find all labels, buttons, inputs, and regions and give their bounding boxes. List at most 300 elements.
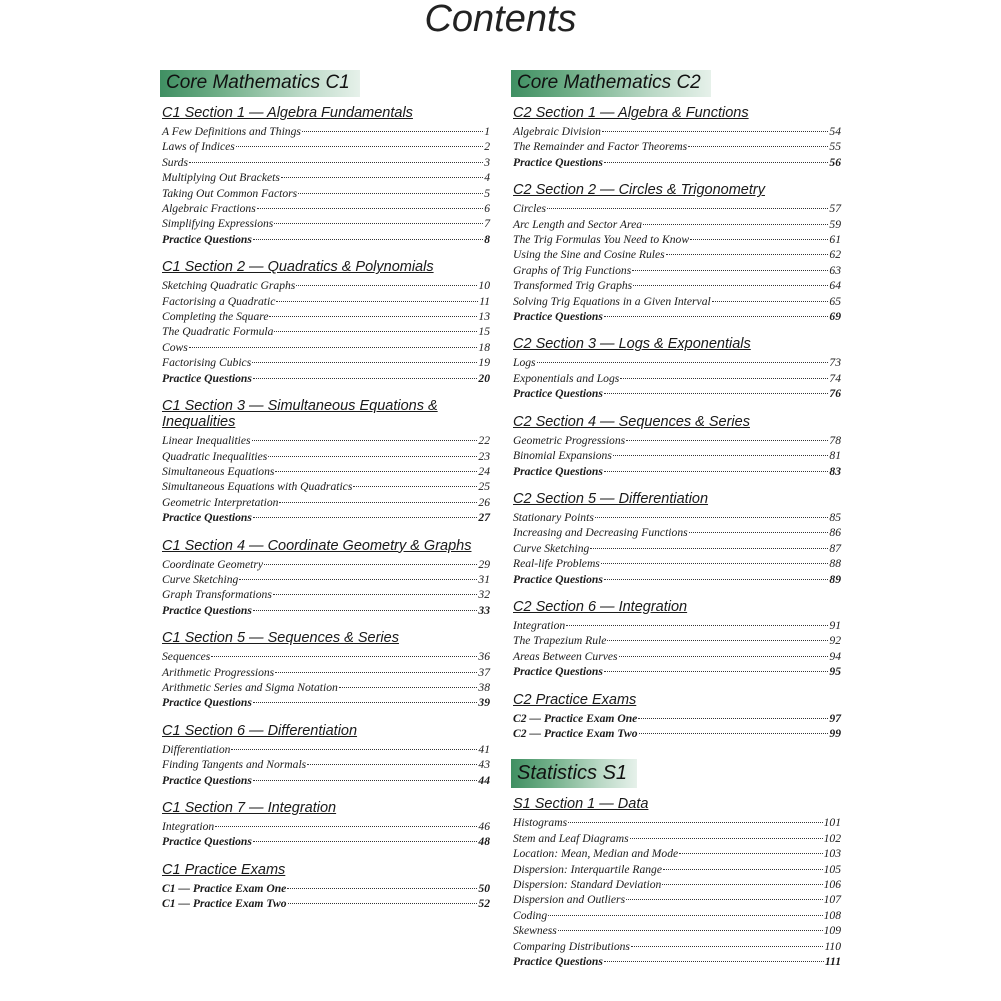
dot-leader (537, 362, 829, 363)
toc-entry[interactable] (513, 939, 841, 954)
toc-entry[interactable] (513, 649, 841, 664)
dot-leader (601, 563, 829, 564)
toc-entry-label: Geometric Interpretation (162, 495, 279, 509)
toc-entry[interactable] (162, 186, 490, 201)
dot-leader (662, 884, 822, 885)
dot-leader (275, 471, 477, 472)
contents-section (513, 414, 841, 479)
toc-entry-label: Laws of Indices (162, 140, 235, 154)
dot-leader (626, 899, 823, 900)
dot-leader (211, 656, 477, 657)
toc-entry[interactable] (162, 896, 490, 911)
toc-entry[interactable] (513, 726, 841, 741)
dot-leader (215, 826, 477, 827)
toc-entry-page: 50 (478, 881, 490, 895)
toc-entry-label: Dispersion: Interquartile Range (513, 862, 662, 876)
toc-entry-label: Binomial Expansions (513, 449, 612, 463)
toc-entry-label: Practice Questions (162, 232, 252, 246)
toc-entry-page: 39 (478, 696, 490, 710)
dot-leader (632, 270, 828, 271)
toc-entry[interactable] (513, 877, 841, 892)
toc-entry[interactable] (162, 278, 490, 293)
toc-entry-page: 109 (823, 924, 841, 938)
dot-leader (607, 640, 828, 641)
toc-entry[interactable] (162, 742, 490, 757)
dot-leader (264, 564, 477, 565)
toc-entry[interactable] (162, 819, 490, 834)
toc-entry-page: 106 (823, 878, 841, 891)
toc-entry-page: 94 (829, 649, 841, 663)
toc-entry-label: Linear Inequalities (162, 434, 251, 448)
toc-entry-label: Practice Questions (513, 955, 603, 969)
toc-entry[interactable] (513, 846, 841, 861)
toc-entry[interactable] (513, 892, 841, 907)
dot-leader (604, 471, 829, 472)
toc-entry[interactable] (513, 541, 841, 556)
toc-entry[interactable] (162, 695, 490, 710)
dot-leader (604, 961, 824, 962)
toc-entry[interactable] (513, 908, 841, 923)
toc-entry-page: 54 (829, 125, 841, 138)
toc-entry-label: Exponentials and Logs (513, 371, 620, 385)
section-title[interactable]: C2 Section 6 — Integration (513, 598, 688, 615)
toc-entry[interactable] (513, 309, 841, 324)
toc-entry[interactable] (513, 525, 841, 540)
section-title[interactable]: C2 Section 2 — Circles & Trigonometry (513, 182, 765, 199)
toc-entry-label: Completing the Square (162, 310, 269, 324)
toc-entry-page: 55 (829, 140, 841, 154)
dot-leader (663, 869, 823, 870)
toc-entry[interactable] (513, 664, 841, 679)
toc-entry[interactable] (162, 665, 490, 680)
section-title[interactable]: C1 Section 6 — Differentiation (162, 722, 358, 739)
toc-entry-page: 65 (829, 294, 841, 308)
toc-entry-page: 57 (829, 202, 841, 216)
toc-entry[interactable] (513, 510, 841, 525)
dot-leader (253, 517, 478, 518)
contents-column-right (513, 70, 841, 981)
toc-entry-page: 103 (823, 847, 841, 861)
part-header: Statistics S1 (511, 759, 637, 788)
toc-entry-label: Circles (513, 202, 547, 216)
contents-section (162, 538, 490, 619)
toc-entry-page: 22 (478, 434, 490, 448)
dot-leader (548, 915, 822, 916)
section-title[interactable]: C2 Section 1 — Algebra & Functions (513, 105, 749, 121)
dot-leader (712, 301, 829, 302)
toc-entry-page: 64 (829, 279, 841, 293)
toc-entry-label: Integration (162, 820, 215, 833)
toc-entry-page: 74 (829, 371, 841, 385)
toc-entry[interactable] (513, 923, 841, 938)
toc-entry-page: 56 (829, 155, 841, 169)
toc-entry-page: 46 (478, 820, 490, 833)
toc-entry[interactable] (513, 711, 841, 726)
toc-entry-page: 69 (829, 310, 841, 324)
toc-entry-label: Graphs of Trig Functions (513, 263, 632, 277)
toc-entry-page: 108 (823, 908, 841, 922)
toc-entry-page: 99 (829, 726, 841, 740)
toc-entry-page: 44 (478, 773, 490, 787)
section-title[interactable]: C2 Section 5 — Differentiation (513, 490, 709, 507)
toc-entry-label: Practice Questions (162, 511, 252, 525)
toc-entry-page: 20 (478, 371, 490, 385)
toc-entry-page: 81 (829, 449, 841, 463)
toc-entry[interactable] (162, 449, 490, 464)
toc-entry-label: Finding Tangents and Normals (162, 758, 307, 772)
toc-entry-page: 88 (829, 557, 841, 571)
toc-entry-page: 37 (478, 665, 490, 679)
dot-leader (252, 440, 478, 441)
toc-entry-page: 61 (829, 233, 841, 247)
toc-entry-page: 27 (478, 511, 490, 525)
toc-entry-label: C1 — Practice Exam Two (162, 897, 287, 911)
toc-entry[interactable] (513, 954, 841, 969)
contents-section (162, 259, 490, 386)
toc-entry[interactable] (513, 618, 841, 633)
toc-entry[interactable] (162, 834, 490, 849)
toc-entry[interactable] (162, 124, 490, 139)
toc-entry-label: Practice Questions (513, 155, 603, 169)
dot-leader (631, 946, 824, 947)
contents-section (162, 800, 490, 850)
toc-entry[interactable] (162, 355, 490, 370)
toc-entry-page: 89 (829, 572, 841, 586)
toc-entry[interactable] (513, 433, 841, 448)
toc-entry-page: 13 (478, 310, 490, 324)
dot-leader (558, 930, 823, 931)
toc-entry-label: Transformed Trig Graphs (513, 279, 633, 293)
toc-entry-page: 59 (829, 217, 841, 231)
toc-entry[interactable] (162, 479, 490, 494)
dot-leader (688, 146, 828, 147)
toc-entry-label: Stationary Points (513, 510, 594, 524)
section-title[interactable]: C1 Section 2 — Quadratics & Polynomials (162, 259, 434, 276)
toc-entry-label: Differentiation (162, 742, 231, 756)
toc-entry[interactable] (162, 557, 490, 572)
toc-entry-label: Coordinate Geometry (162, 557, 263, 571)
toc-entry-page: 111 (824, 955, 841, 969)
toc-entry-label: The Quadratic Formula (162, 325, 274, 339)
contents-section (162, 723, 490, 788)
dot-leader (626, 440, 828, 441)
dot-leader (253, 610, 478, 611)
toc-entry-page: 101 (823, 816, 841, 830)
toc-entry[interactable] (162, 881, 490, 896)
toc-entry[interactable] (513, 831, 841, 846)
section-title[interactable]: C1 Section 1 — Algebra Fundamentals (162, 105, 413, 121)
toc-entry-page: 6 (484, 202, 490, 216)
dot-leader (604, 579, 829, 580)
toc-entry[interactable] (162, 216, 490, 231)
toc-entry-label: Areas Between Curves (513, 649, 618, 663)
toc-entry-label: Sequences (162, 650, 211, 664)
toc-entry-page: 38 (478, 680, 490, 694)
dot-leader (189, 347, 478, 348)
toc-entry-page: 25 (478, 480, 490, 494)
contents-section (513, 491, 841, 587)
toc-entry-label: Dispersion and Outliers (513, 893, 626, 907)
toc-entry-page: 32 (478, 588, 490, 602)
dot-leader (566, 625, 828, 626)
toc-entry-page: 5 (484, 186, 490, 200)
toc-entry-label: Graph Transformations (162, 588, 272, 602)
toc-entry-page: 19 (478, 356, 490, 370)
toc-entry-page: 1 (484, 125, 490, 138)
toc-entry-page: 8 (484, 232, 490, 246)
toc-entry[interactable] (513, 556, 841, 571)
toc-entry-label: Surds (162, 155, 188, 169)
toc-entry-label: C2 — Practice Exam Two (513, 726, 638, 740)
toc-entry-label: Practice Questions (162, 371, 252, 385)
toc-entry-label: Logs (513, 356, 536, 370)
toc-entry[interactable] (513, 862, 841, 877)
dot-leader (276, 301, 478, 302)
toc-entry[interactable] (162, 232, 490, 247)
toc-entry[interactable] (513, 371, 841, 386)
toc-entry-page: 15 (478, 325, 490, 339)
dot-leader (604, 671, 829, 672)
toc-entry[interactable] (162, 201, 490, 216)
dot-leader (268, 456, 477, 457)
toc-entry-page: 7 (484, 217, 490, 231)
toc-entry[interactable] (162, 309, 490, 324)
toc-entry-page: 4 (484, 171, 490, 185)
toc-entry-page: 87 (829, 541, 841, 555)
dot-leader (253, 780, 478, 781)
toc-entry-page: 110 (824, 939, 841, 953)
toc-entry-page: 73 (829, 356, 841, 370)
toc-entry[interactable] (162, 294, 490, 309)
section-title[interactable]: C2 Section 4 — Sequences & Series (513, 413, 750, 430)
toc-entry-page: 11 (479, 294, 490, 308)
dot-leader (633, 285, 828, 286)
section-title[interactable]: S1 Section 1 — Data (513, 796, 649, 813)
dot-leader (630, 838, 823, 839)
toc-entry[interactable] (513, 263, 841, 278)
toc-entry-label: Simultaneous Equations with Quadratics (162, 480, 353, 494)
toc-entry-label: Algebraic Division (513, 125, 601, 138)
toc-entry[interactable] (162, 510, 490, 525)
section-title[interactable]: C2 Practice Exams (513, 691, 637, 708)
toc-entry-label: Real-life Problems (513, 557, 600, 571)
dot-leader (252, 362, 477, 363)
toc-entry-label: Multiplying Out Brackets (162, 171, 280, 185)
toc-entry-label: Practice Questions (162, 696, 252, 710)
dot-leader (595, 517, 829, 518)
dot-leader (620, 378, 828, 379)
toc-entry-label: Location: Mean, Median and Mode (513, 847, 679, 861)
toc-entry-label: Quadratic Inequalities (162, 449, 268, 463)
toc-entry[interactable] (513, 201, 841, 216)
toc-entry[interactable] (513, 278, 841, 293)
contents-section (162, 398, 490, 525)
toc-entry-label: Curve Sketching (162, 572, 239, 586)
contents-section (513, 692, 841, 742)
toc-entry-label: Arc Length and Sector Area (513, 217, 643, 231)
toc-entry-label: Solving Trig Equations in a Given Interval (513, 294, 711, 308)
toc-entry[interactable] (513, 464, 841, 479)
toc-entry-page: 10 (478, 279, 490, 293)
contents-column-left (162, 70, 490, 924)
toc-entry-page: 41 (478, 742, 490, 756)
dot-leader (287, 888, 477, 889)
toc-entry[interactable] (513, 217, 841, 232)
part-header: Core Mathematics C2 (511, 70, 711, 97)
contents-section (513, 796, 841, 969)
dot-leader (689, 532, 829, 533)
toc-entry[interactable] (162, 757, 490, 772)
dot-leader (619, 656, 829, 657)
toc-entry[interactable] (513, 294, 841, 309)
dot-leader (604, 162, 829, 163)
dot-leader (307, 764, 477, 765)
dot-leader (269, 316, 477, 317)
dot-leader (296, 285, 477, 286)
contents-section (513, 599, 841, 680)
toc-entry-page: 92 (829, 634, 841, 648)
toc-entry[interactable] (162, 603, 490, 618)
contents-section (513, 182, 841, 324)
dot-leader (279, 502, 477, 503)
dot-leader (236, 146, 483, 147)
toc-entry[interactable] (513, 155, 841, 170)
toc-entry-label: Increasing and Decreasing Functions (513, 526, 688, 540)
toc-entry[interactable] (162, 773, 490, 788)
dot-leader (231, 749, 477, 750)
dot-leader (679, 853, 822, 854)
toc-entry-page: 62 (829, 248, 841, 262)
toc-entry[interactable] (162, 340, 490, 355)
dot-leader (273, 594, 478, 595)
section-title[interactable]: C1 Practice Exams (162, 861, 286, 878)
toc-entry-page: 102 (823, 831, 841, 845)
dot-leader (302, 131, 483, 132)
dot-leader (298, 193, 483, 194)
toc-entry-page: 43 (478, 758, 490, 772)
toc-entry-label: Arithmetic Series and Sigma Notation (162, 680, 338, 694)
toc-entry-label: Simplifying Expressions (162, 217, 274, 231)
contents-section (513, 105, 841, 170)
dot-leader (253, 378, 478, 379)
toc-entry-page: 3 (484, 155, 490, 169)
toc-entry[interactable] (162, 139, 490, 154)
toc-entry-page: 105 (823, 862, 841, 876)
toc-entry-label: Factorising Cubics (162, 356, 252, 370)
toc-entry-page: 85 (829, 510, 841, 524)
contents-section (162, 862, 490, 912)
toc-entry-page: 2 (484, 140, 490, 154)
toc-entry-label: Using the Sine and Cosine Rules (513, 248, 665, 262)
toc-entry-page: 91 (829, 618, 841, 632)
dot-leader (239, 579, 477, 580)
contents-section (513, 336, 841, 401)
toc-entry-page: 83 (829, 464, 841, 478)
toc-entry[interactable] (513, 633, 841, 648)
toc-entry-page: 76 (829, 387, 841, 401)
section-title[interactable]: C1 Section 5 — Sequences & Series (162, 630, 399, 647)
section-title[interactable]: C2 Section 3 — Logs & Exponentials (513, 336, 751, 353)
toc-entry-label: Taking Out Common Factors (162, 186, 298, 200)
toc-entry-page: 48 (478, 835, 490, 849)
toc-entry-page: 23 (478, 449, 490, 463)
dot-leader (253, 702, 478, 703)
dot-leader (666, 254, 829, 255)
toc-entry-page: 63 (829, 263, 841, 277)
dot-leader (253, 841, 478, 842)
toc-entry[interactable] (162, 587, 490, 602)
dot-leader (547, 208, 828, 209)
toc-entry-page: 107 (823, 893, 841, 907)
toc-entry[interactable] (162, 433, 490, 448)
toc-entry[interactable] (162, 680, 490, 695)
dot-leader (643, 224, 828, 225)
toc-entry-label: A Few Definitions and Things (162, 125, 301, 138)
toc-entry-label: Practice Questions (513, 310, 603, 324)
dot-leader (275, 672, 477, 673)
dot-leader (281, 177, 483, 178)
toc-entry-label: Practice Questions (162, 773, 252, 787)
contents-section (162, 105, 490, 247)
toc-entry[interactable] (513, 232, 841, 247)
dot-leader (274, 223, 483, 224)
dot-leader (568, 822, 822, 823)
toc-entry-label: Histograms (513, 816, 568, 830)
dot-leader (638, 718, 828, 719)
toc-entry-label: Curve Sketching (513, 541, 590, 555)
toc-entry[interactable] (513, 124, 841, 139)
part-header: Core Mathematics C1 (160, 70, 360, 97)
toc-entry[interactable] (513, 247, 841, 262)
toc-entry[interactable] (162, 464, 490, 479)
section-title[interactable]: C1 Section 4 — Coordinate Geometry & Graphs (162, 537, 472, 554)
dot-leader (189, 162, 483, 163)
dot-leader (288, 903, 478, 904)
toc-entry[interactable] (513, 139, 841, 154)
toc-entry[interactable] (162, 495, 490, 510)
toc-entry[interactable] (513, 355, 841, 370)
toc-entry[interactable] (513, 572, 841, 587)
toc-entry[interactable] (162, 649, 490, 664)
toc-entry[interactable] (162, 170, 490, 185)
section-title[interactable]: C1 Section 7 — Integration (162, 800, 337, 816)
dot-leader (590, 548, 828, 549)
toc-entry-label: Practice Questions (513, 572, 603, 586)
toc-entry[interactable] (513, 815, 841, 830)
toc-entry[interactable] (162, 155, 490, 170)
section-title[interactable]: C1 Section 3 — Simultaneous Equations & Inequalities (162, 398, 438, 431)
toc-entry-label: The Remainder and Factor Theorems (513, 140, 688, 154)
toc-entry[interactable] (513, 448, 841, 463)
toc-entry-label: The Trig Formulas You Need to Know (513, 233, 690, 247)
toc-entry[interactable] (162, 371, 490, 386)
toc-entry-label: Comparing Distributions (513, 939, 630, 953)
toc-entry-label: Factorising a Quadratic (162, 294, 276, 308)
dot-leader (602, 131, 829, 132)
toc-entry[interactable] (162, 572, 490, 587)
dot-leader (690, 239, 828, 240)
toc-entry-page: 31 (478, 572, 490, 586)
dot-leader (257, 208, 484, 209)
dot-leader (604, 316, 829, 317)
toc-entry-page: 95 (829, 665, 841, 679)
toc-entry-page: 36 (478, 650, 490, 664)
toc-entry[interactable] (513, 386, 841, 401)
toc-entry-label: Algebraic Fractions (162, 202, 256, 216)
toc-entry-label: Geometric Progressions (513, 433, 626, 447)
toc-entry[interactable] (162, 324, 490, 339)
toc-entry-label: Dispersion: Standard Deviation (513, 878, 662, 891)
